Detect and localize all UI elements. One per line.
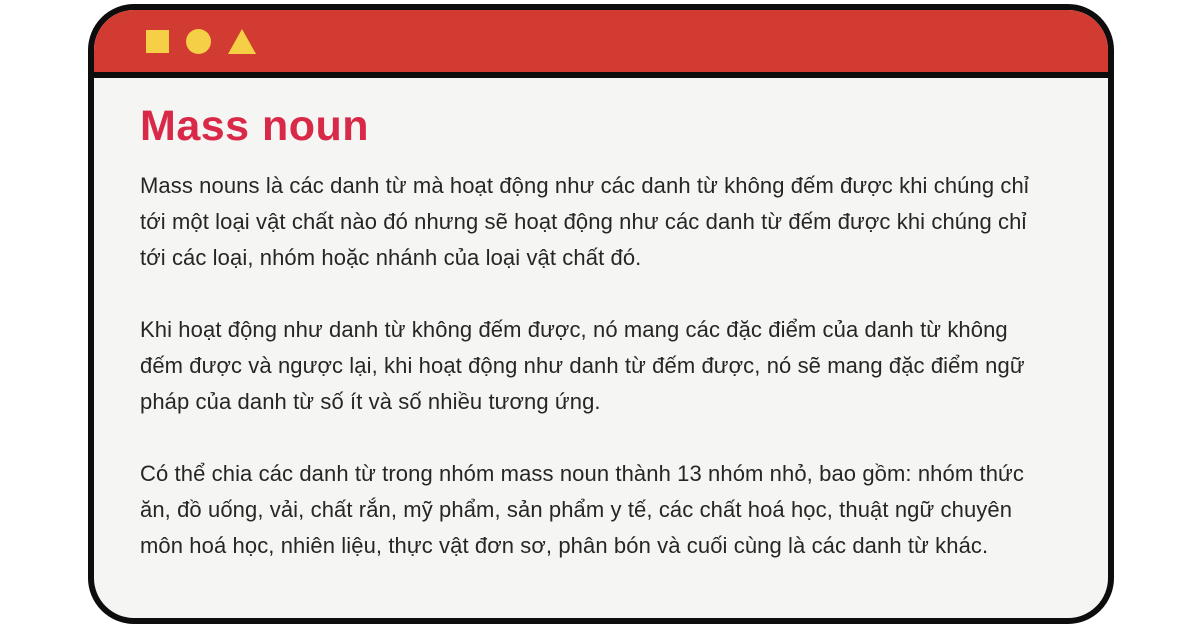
page-title: Mass noun	[140, 102, 370, 150]
triangle-icon	[228, 29, 256, 54]
browser-window	[88, 4, 1114, 624]
body-paragraph: Khi hoạt động như danh từ không đếm được, nó mang các đặc điểm của danh từ không đếm được và ngược lại, khi hoạt động như danh từ đếm được, nó sẽ mang đặc điểm ngữ pháp của danh từ số ít và số nhiều tương ứng.	[140, 317, 1025, 415]
body-paragraph: Có thể chia các danh từ trong nhóm mass noun thành 13 nhóm nhỏ, bao gồm: nhóm thức ăn, đồ uống, vải, chất rắn, mỹ phẩm, sản phẩm y tế, các chất hoá học, thuật ngữ chuyên môn hoá học, nhiên liệu, thực vật đơn sơ, phân bón và cuối cùng là các danh từ khác.	[140, 461, 1024, 559]
body-paragraph: Mass nouns là các danh từ mà hoạt động như các danh từ không đếm được khi chúng chỉ tới một loại vật chất nào đó nhưng sẽ hoạt động như các danh từ đếm được khi chúng chỉ tới các loại, nhóm hoặc nhánh của loại vật chất đó.	[140, 173, 1029, 271]
square-icon	[146, 30, 169, 53]
window-content	[94, 78, 1108, 564]
circle-icon	[186, 29, 211, 54]
window-titlebar	[94, 10, 1108, 78]
